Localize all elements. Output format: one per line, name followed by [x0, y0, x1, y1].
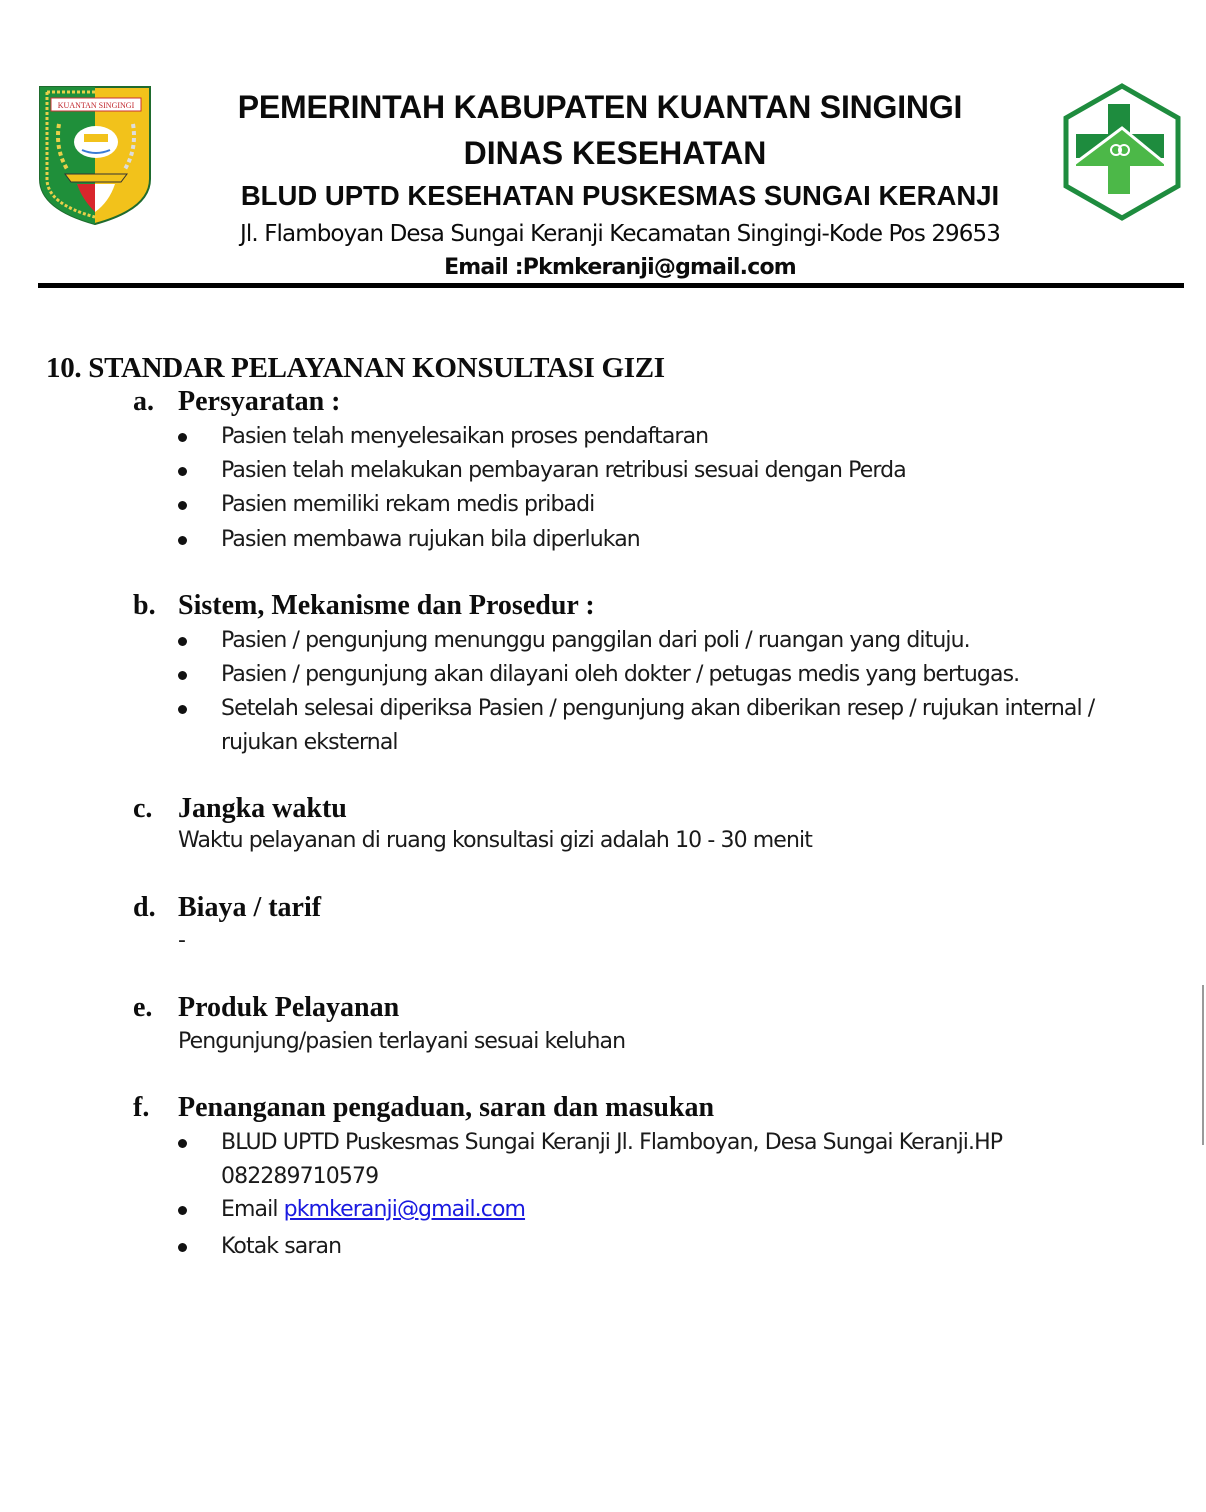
- section-c-title: Jangka waktu: [178, 793, 347, 824]
- header-department-name: DINAS KESEHATAN: [463, 135, 767, 171]
- email-link[interactable]: pkmkeranji@gmail.com: [283, 1197, 526, 1222]
- section-e-letter: e.: [133, 992, 153, 1023]
- section-f-letter: f.: [133, 1092, 150, 1123]
- bullet-icon: [178, 1206, 187, 1215]
- list-item: Pasien memiliki rekam medis pribadi: [221, 492, 595, 517]
- section-d-title: Biaya / tarif: [178, 892, 322, 923]
- section-a-title: Persyaratan :: [178, 386, 341, 417]
- section-e-title: Produk Pelayanan: [178, 992, 400, 1023]
- header-divider: [38, 283, 1184, 288]
- list-item-email: [221, 1193, 525, 1227]
- bullet-icon: [178, 467, 187, 476]
- bullet-icon: [178, 501, 187, 510]
- bullet-icon: [178, 536, 187, 545]
- list-item-continuation: rujukan eksternal: [221, 730, 398, 755]
- section-b-title: Sistem, Mekanisme dan Prosedur :: [178, 590, 595, 621]
- regency-coat-of-arms-icon: [37, 84, 153, 226]
- section-c-text: Waktu pelayanan di ruang konsultasi gizi adalah 10 - 30 menit: [178, 828, 812, 853]
- list-item-continuation: 082289710579: [221, 1164, 379, 1189]
- list-item: Setelah selesai diperiksa Pasien / pengunjung akan diberikan resep / rujukan internal /: [221, 696, 1095, 721]
- bullet-icon: [178, 1243, 187, 1252]
- bullet-icon: [178, 433, 187, 442]
- section-b-letter: b.: [133, 590, 156, 621]
- bullet-icon: [178, 637, 187, 646]
- list-item: BLUD UPTD Puskesmas Sungai Keranji Jl. Flamboyan, Desa Sungai Keranji.HP: [221, 1130, 1003, 1155]
- section-f-title: Penanganan pengaduan, saran dan masukan: [178, 1092, 715, 1123]
- list-item: Pasien / pengunjung menunggu panggilan dari poli / ruangan yang dituju.: [221, 628, 970, 653]
- section-c-letter: c.: [133, 793, 153, 824]
- section-e-text: Pengunjung/pasien terlayani sesuai keluhan: [178, 1029, 626, 1054]
- section-d-text: -: [178, 928, 186, 953]
- list-item: Pasien telah melakukan pembayaran retribusi sesuai dengan Perda: [221, 458, 906, 483]
- section-a-letter: a.: [133, 386, 154, 417]
- header-address: Jl. Flamboyan Desa Sungai Keranji Kecamatan Singingi-Kode Pos 29653: [240, 221, 1000, 247]
- page-edge-line: [1202, 985, 1204, 1145]
- logo-banner-text: KUANTAN SINGINGI: [57, 101, 135, 110]
- header-government-name: PEMERINTAH KABUPATEN KUANTAN SINGINGI: [237, 89, 963, 125]
- document-title: 10. STANDAR PELAYANAN KONSULTASI GIZI: [46, 352, 665, 384]
- header-email: Email :Pkmkeranji@gmail.com: [444, 255, 796, 280]
- bullet-icon: [178, 705, 187, 714]
- puskesmas-logo-icon: [1060, 82, 1184, 222]
- header-institution-name: BLUD UPTD KESEHATAN PUSKESMAS SUNGAI KERANJI: [240, 180, 1000, 211]
- list-item: Pasien telah menyelesaikan proses pendaftaran: [221, 424, 709, 449]
- list-item: Kotak saran: [221, 1234, 342, 1259]
- email-label: Email: [221, 1197, 284, 1222]
- list-item: Pasien membawa rujukan bila diperlukan: [221, 527, 640, 552]
- list-item: Pasien / pengunjung akan dilayani oleh dokter / petugas medis yang bertugas.: [221, 662, 1020, 687]
- bullet-icon: [178, 1139, 187, 1148]
- bullet-icon: [178, 671, 187, 680]
- section-d-letter: d.: [133, 892, 156, 923]
